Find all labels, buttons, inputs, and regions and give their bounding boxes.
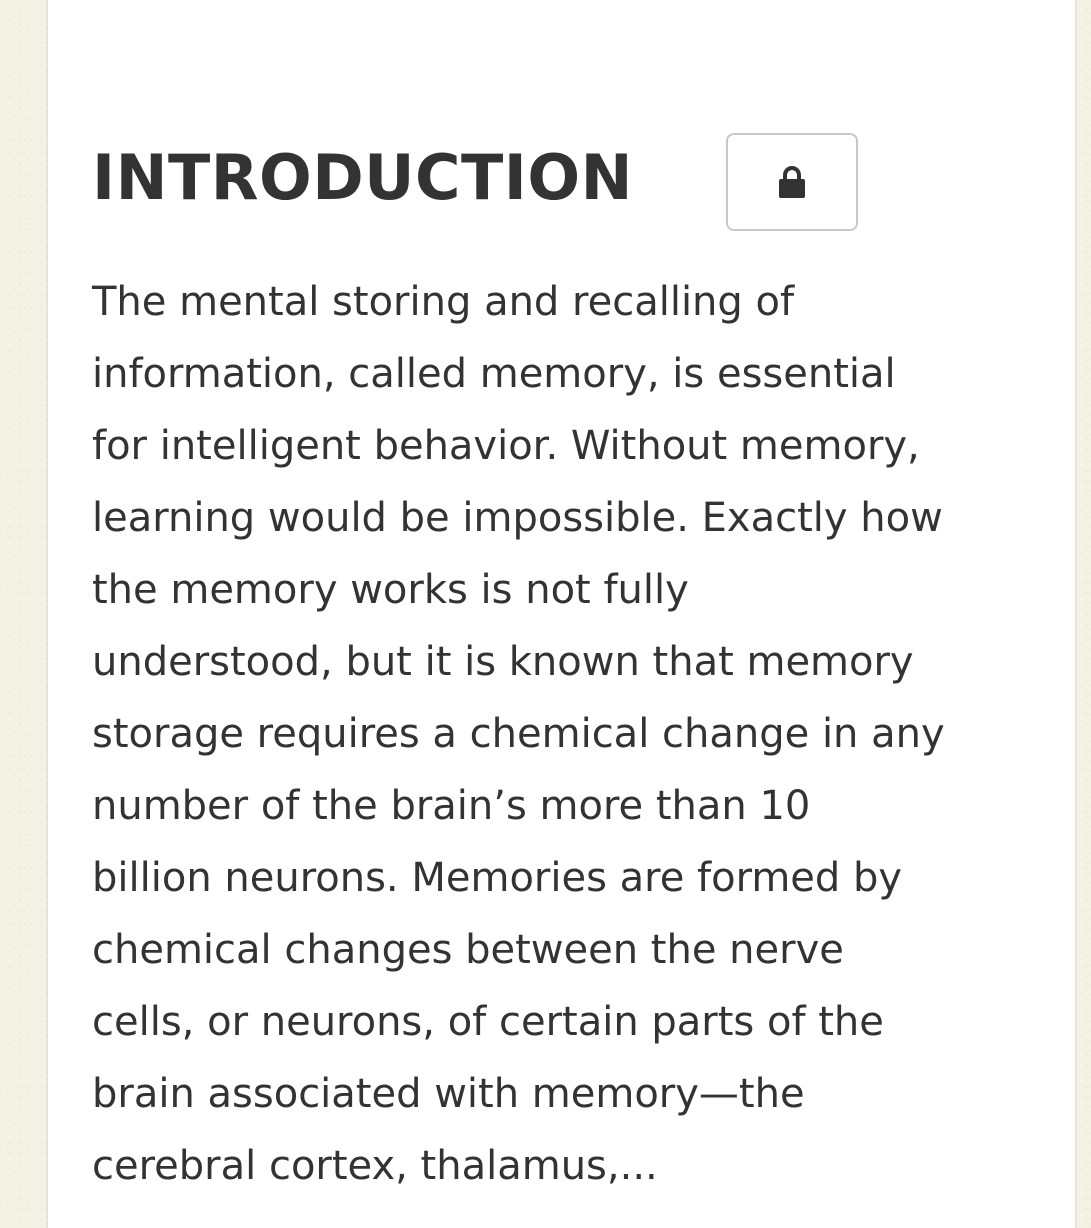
paragraph-line: billion neurons. Memories are formed by	[92, 855, 903, 901]
paragraph-line: cerebral cortex, thalamus,...	[92, 1143, 658, 1189]
paragraph-line: understood, but it is known that memory	[92, 639, 914, 685]
paragraph-line: storage requires a chemical change in any	[92, 711, 945, 757]
section-title: INTRODUCTION	[92, 141, 633, 214]
paragraph-line: the memory works is not fully	[92, 567, 689, 613]
paragraph-line: for intelligent behavior. Without memory,	[92, 423, 920, 469]
section-header	[92, 132, 992, 234]
content-card	[46, 0, 1077, 1228]
paragraph-line: information, called memory, is essential	[92, 351, 896, 397]
lock-button[interactable]	[726, 133, 858, 231]
lock-icon	[778, 165, 806, 199]
intro-paragraph	[92, 266, 1052, 1202]
paragraph-line: The mental storing and recalling of	[92, 279, 795, 325]
paragraph-line: cells, or neurons, of certain parts of the	[92, 999, 884, 1045]
paragraph-line: number of the brain’s more than 10	[92, 783, 811, 829]
paragraph-line: chemical changes between the nerve	[92, 927, 844, 973]
paragraph-line: brain associated with memory—the	[92, 1071, 805, 1117]
paragraph-line: learning would be impossible. Exactly how	[92, 495, 943, 541]
